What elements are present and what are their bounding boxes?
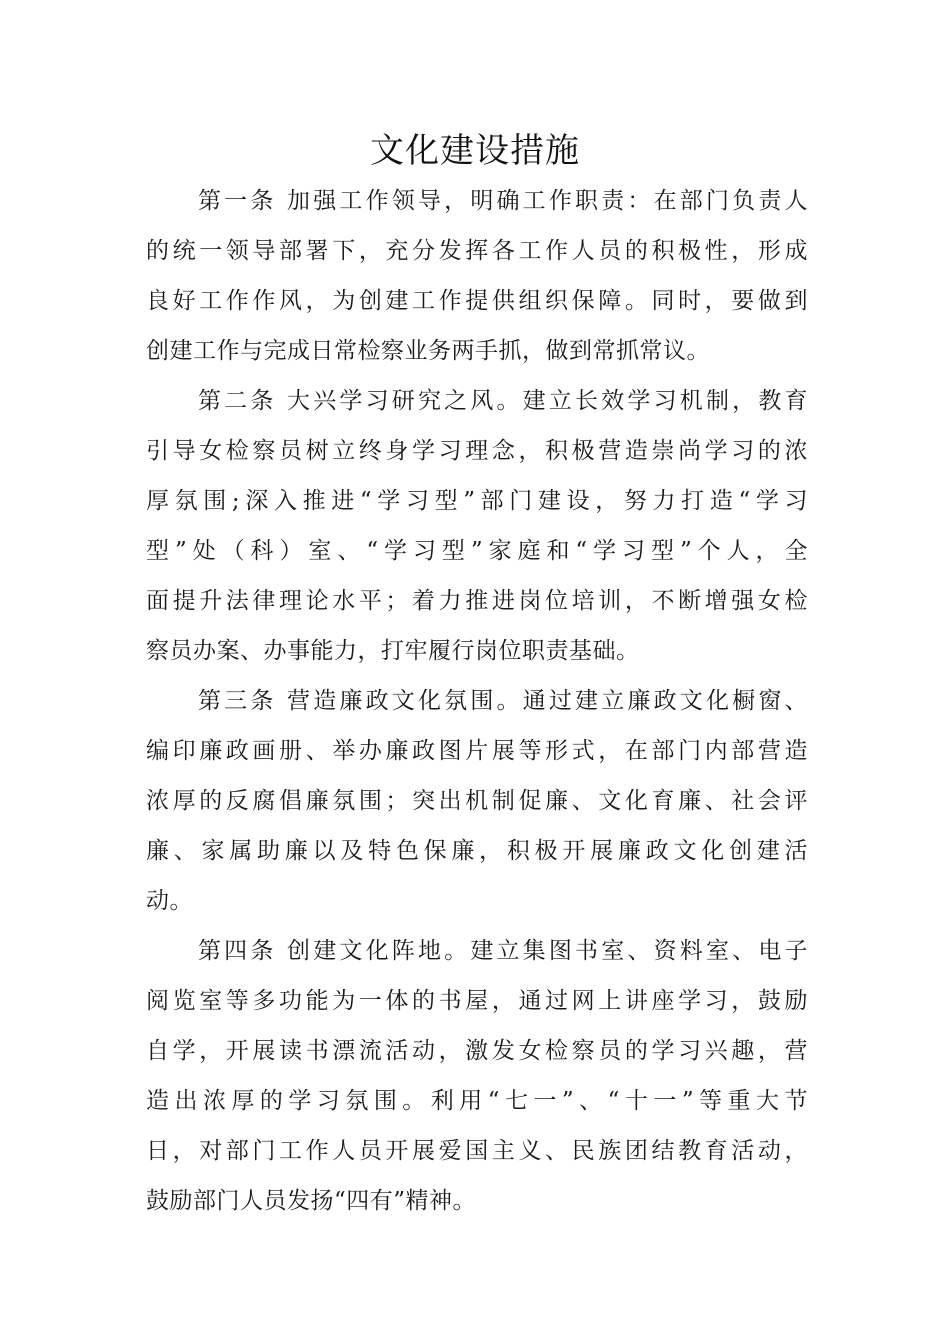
paragraph-line: 廉、家属助廉以及特色保廉，积极开展廉政文化创建活	[146, 838, 808, 864]
paragraph-line: 浓厚的反腐倡廉氛围；突出机制促廉、文化育廉、社会评	[146, 788, 808, 814]
paragraph-line: 第三条 营造廉政文化氛围。通过建立廉政文化橱窗、	[198, 688, 808, 714]
paragraph-line: 良好工作作风，为创建工作提供组织保障。同时，要做到	[146, 288, 808, 314]
paragraph-line: 型”处（科）室、“学习型”家庭和“学习型”个人，全	[146, 538, 808, 564]
paragraph-line: 日，对部门工作人员开展爱国主义、民族团结教育活动，	[146, 1138, 808, 1164]
paragraph-article-3	[146, 676, 808, 926]
paragraph-line: 引导女检察员树立终身学习理念，积极营造崇尚学习的浓	[146, 438, 808, 464]
paragraph-article-2	[146, 376, 808, 676]
paragraph-line: 第二条 大兴学习研究之风。建立长效学习机制，教育	[198, 388, 808, 414]
paragraph-line: 阅览室等多功能为一体的书屋，通过网上讲座学习，鼓励	[146, 988, 808, 1014]
paragraph-line: 面提升法律理论水平；着力推进岗位培训，不断增强女检	[146, 588, 808, 614]
paragraph-article-4	[146, 926, 808, 1226]
paragraph-line: 厚氛围;深入推进“学习型”部门建设，努力打造“学习	[146, 488, 808, 514]
paragraph-line: 第四条 创建文化阵地。建立集图书室、资料室、电子	[198, 938, 808, 964]
document-body	[146, 176, 808, 1226]
paragraph-line: 编印廉政画册、举办廉政图片展等形式，在部门内部营造	[146, 738, 808, 764]
paragraph-line: 自学，开展读书漂流活动，激发女检察员的学习兴趣，营	[146, 1038, 808, 1064]
paragraph-line: 造出浓厚的学习氛围。利用“七一”、“十一”等重大节	[146, 1088, 808, 1114]
paragraph-line: 察员办案、办事能力，打牢履行岗位职责基础。	[146, 638, 640, 664]
paragraph-line: 创建工作与完成日常检察业务两手抓，做到常抓常议。	[146, 338, 710, 364]
document-title: 文化建设措施	[370, 131, 580, 171]
paragraph-line: 的统一领导部署下，充分发挥各工作人员的积极性，形成	[146, 238, 808, 264]
paragraph-line: 鼓励部门人员发扬“四有”精神。	[146, 1188, 477, 1214]
paragraph-line: 动。	[146, 888, 193, 914]
paragraph-line: 第一条 加强工作领导，明确工作职责：在部门负责人	[198, 188, 808, 214]
paragraph-article-1	[146, 176, 808, 376]
